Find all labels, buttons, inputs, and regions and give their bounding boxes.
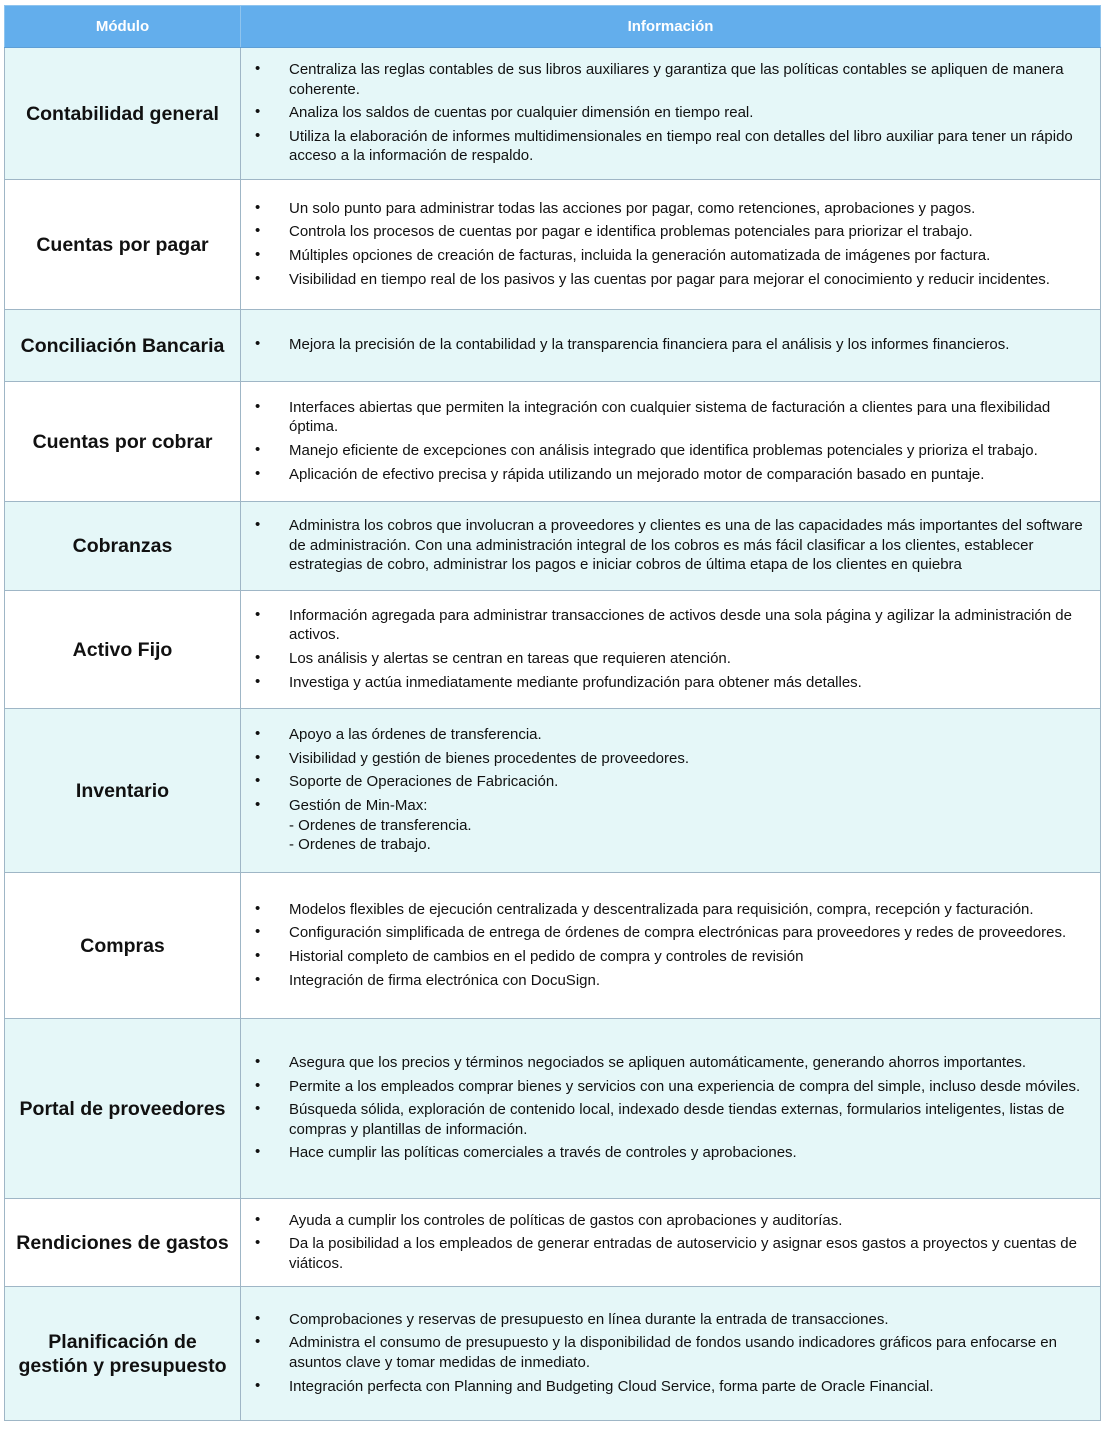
bullet-icon: •	[255, 923, 261, 941]
table-row	[5, 591, 1101, 709]
module-name: Rendiciones de gastos	[5, 1199, 241, 1287]
list-item-text: Gestión de Min-Max: - Ordenes de transferencia. - Ordenes de trabajo.	[289, 797, 472, 854]
list-item	[241, 127, 1092, 166]
module-info	[241, 310, 1101, 382]
list-item	[241, 270, 1092, 290]
list-item	[241, 335, 1092, 355]
table-row	[5, 180, 1101, 310]
list-item	[241, 516, 1092, 575]
list-item-text: Visibilidad y gestión de bienes procedentes de proveedores.	[289, 749, 689, 767]
bullet-icon: •	[255, 605, 261, 623]
list-item	[241, 103, 1092, 123]
list-item	[241, 725, 1092, 745]
list-item	[241, 222, 1092, 242]
bullet-list	[241, 326, 1100, 365]
table-row	[5, 502, 1101, 591]
list-item-text: Soporte de Operaciones de Fabricación.	[289, 773, 559, 791]
list-item	[241, 606, 1092, 645]
list-item-text: Hace cumplir las políticas comerciales a través de controles y aprobaciones.	[289, 1144, 797, 1162]
bullet-icon: •	[255, 103, 261, 121]
table-row	[5, 709, 1101, 873]
bullet-icon: •	[255, 947, 261, 964]
list-item	[241, 1234, 1092, 1273]
bullet-icon: •	[255, 1309, 261, 1327]
column-header-info: Información	[241, 6, 1101, 48]
bullet-list	[241, 389, 1100, 494]
list-item	[241, 649, 1092, 669]
list-item-text: Visibilidad en tiempo real de los pasivos y las cuentas por pagar para mejorar el conocimiento y reducir incidentes.	[289, 270, 1050, 288]
list-item	[241, 199, 1092, 219]
bullet-icon: •	[255, 772, 261, 790]
list-item-text: Ayuda a cumplir los controles de políticas de gastos con aprobaciones y auditorías.	[289, 1211, 843, 1229]
list-item	[241, 246, 1092, 266]
bullet-list	[241, 190, 1100, 299]
bullet-icon: •	[255, 725, 261, 743]
list-item	[241, 1077, 1092, 1097]
modules-table	[4, 5, 1101, 1421]
bullet-icon: •	[255, 198, 261, 216]
module-info	[241, 382, 1101, 502]
bullet-icon: •	[255, 335, 261, 353]
bullet-icon: •	[255, 126, 261, 144]
module-info	[241, 180, 1101, 310]
module-name: Cuentas por cobrar	[5, 382, 241, 502]
list-item-text: Utiliza la elaboración de informes multidimensionales en tiempo real con detalles del libro auxiliar para tener un rápido acceso a la información de respaldo.	[289, 127, 1073, 165]
bullet-icon: •	[255, 246, 261, 263]
bullet-icon: •	[255, 516, 261, 534]
bullet-icon: •	[255, 1333, 261, 1351]
list-item	[241, 923, 1092, 943]
list-item-text: Centraliza las reglas contables de sus libros auxiliares y garantiza que las políticas contables se apliquen de manera coherente.	[289, 61, 1064, 98]
bullet-icon: •	[255, 222, 261, 240]
bullet-list	[241, 1202, 1100, 1284]
list-item-text: Administra el consumo de presupuesto y la disponibilidad de fondos usando indicadores gráficos para enfocarse en asuntos clave y tomar medidas de inmediato.	[289, 1334, 1057, 1371]
list-item-text: Asegura que los precios y términos negociados se apliquen automáticamente, generando ahorros importantes.	[289, 1054, 1027, 1072]
table-row	[5, 382, 1101, 502]
bullet-icon: •	[255, 1100, 261, 1118]
bullet-icon: •	[255, 672, 261, 690]
bullet-list	[241, 51, 1100, 176]
module-name: Cobranzas	[5, 502, 241, 591]
bullet-icon: •	[255, 60, 261, 78]
list-item-text: Apoyo a las órdenes de transferencia.	[289, 726, 542, 744]
module-info	[241, 591, 1101, 709]
module-name: Contabilidad general	[5, 48, 241, 180]
list-item-text: Un solo punto para administrar todas las acciones por pagar, como retenciones, aprobaciones y pagos.	[289, 199, 976, 217]
list-item-text: Integración perfecta con Planning and Budgeting Cloud Service, forma parte de Oracle Financial.	[289, 1377, 934, 1395]
list-item	[241, 971, 1092, 991]
list-item-text: Configuración simplificada de entrega de órdenes de compra electrónicas para proveedores y redes de proveedores.	[289, 924, 1067, 942]
list-item-text: Interfaces abiertas que permiten la integración con cualquier sistema de facturación a clientes para una flexibilidad óptima.	[289, 398, 1051, 436]
list-item	[241, 1333, 1092, 1372]
module-info	[241, 1019, 1101, 1199]
list-item	[241, 1310, 1092, 1330]
bullet-list	[241, 891, 1100, 1000]
list-item-text: Mejora la precisión de la contabilidad y la transparencia financiera para el análisis y los informes financieros.	[289, 336, 1010, 354]
module-name: Cuentas por pagar	[5, 180, 241, 310]
bullet-list	[241, 1044, 1100, 1173]
table-row	[5, 310, 1101, 382]
list-item	[241, 465, 1092, 485]
list-item-text: Múltiples opciones de creación de facturas, incluida la generación automatizada de imágenes por factura.	[289, 247, 991, 264]
list-item	[241, 796, 1092, 855]
list-item-text: Modelos flexibles de ejecución centralizada y descentralizada para requisición, compra, recepción y facturación.	[289, 900, 1034, 918]
bullet-icon: •	[255, 464, 261, 482]
list-item-text: Información agregada para administrar transacciones de activos desde una sola página y agilizar la administración de activos.	[289, 606, 1072, 644]
list-item-text: Controla los procesos de cuentas por pagar e identifica problemas potenciales para priorizar el trabajo.	[289, 223, 973, 241]
list-item	[241, 900, 1092, 920]
bullet-icon: •	[255, 1376, 261, 1394]
list-item	[241, 441, 1092, 461]
list-item	[241, 398, 1092, 437]
column-header-module: Módulo	[5, 6, 241, 48]
list-item-text: Los análisis y alertas se centran en tareas que requieren atención.	[289, 650, 731, 667]
bullet-icon: •	[255, 1234, 261, 1252]
list-item-text: Búsqueda sólida, exploración de contenido local, indexado desde tiendas externas, formularios inteligentes, listas de compras y plantillas de información.	[289, 1101, 1065, 1138]
table-body	[5, 48, 1101, 1421]
list-item-text: Analiza los saldos de cuentas por cualquier dimensión en tiempo real.	[289, 104, 754, 122]
module-name: Inventario	[5, 709, 241, 873]
list-item	[241, 1211, 1092, 1231]
list-item	[241, 1100, 1092, 1139]
bullet-icon: •	[255, 796, 261, 813]
list-item-text: Manejo eficiente de excepciones con análisis integrado que identifica problemas potenciales y prioriza el trabajo.	[289, 442, 1038, 459]
list-item	[241, 1143, 1092, 1163]
bullet-list	[241, 716, 1100, 865]
module-name: Planificación de gestión y presupuesto	[5, 1287, 241, 1421]
table-row	[5, 48, 1101, 180]
module-info	[241, 709, 1101, 873]
list-item	[241, 1053, 1092, 1073]
module-name: Activo Fijo	[5, 591, 241, 709]
module-info	[241, 1287, 1101, 1421]
table-header-row	[5, 6, 1101, 48]
bullet-icon: •	[255, 441, 261, 458]
document-page	[4, 5, 1100, 1421]
bullet-list	[241, 597, 1100, 702]
list-item-text: Comprobaciones y reservas de presupuesto en línea durante la entrada de transacciones.	[289, 1310, 889, 1328]
bullet-icon: •	[255, 1210, 261, 1228]
module-info	[241, 873, 1101, 1019]
module-info	[241, 1199, 1101, 1287]
module-name: Portal de proveedores	[5, 1019, 241, 1199]
list-item	[241, 673, 1092, 693]
table-row	[5, 1199, 1101, 1287]
table-row	[5, 873, 1101, 1019]
list-item	[241, 947, 1092, 967]
list-item-text: Aplicación de efectivo precisa y rápida utilizando un mejorado motor de comparación basado en puntaje.	[289, 465, 985, 483]
module-info	[241, 48, 1101, 180]
bullet-list	[241, 507, 1100, 585]
module-name: Conciliación Bancaria	[5, 310, 241, 382]
table-row	[5, 1287, 1101, 1421]
bullet-icon: •	[255, 397, 261, 415]
list-item	[241, 1377, 1092, 1397]
bullet-icon: •	[255, 1076, 261, 1094]
list-item	[241, 772, 1092, 792]
list-item	[241, 749, 1092, 769]
list-item-text: Historial completo de cambios en el pedido de compra y controles de revisión	[289, 948, 804, 965]
table-row	[5, 1019, 1101, 1199]
module-name: Compras	[5, 873, 241, 1019]
list-item-text: Permite a los empleados comprar bienes y servicios con una experiencia de compra del simple, incluso desde móviles.	[289, 1077, 1081, 1095]
bullet-list	[241, 1301, 1100, 1406]
bullet-icon: •	[255, 748, 261, 766]
bullet-icon: •	[255, 1143, 261, 1161]
list-item-text: Investiga y actúa inmediatamente mediante profundización para obtener más detalles.	[289, 673, 862, 691]
module-info	[241, 502, 1101, 591]
bullet-icon: •	[255, 970, 261, 988]
list-item-text: Administra los cobros que involucran a proveedores y clientes es una de las capacidades más importantes del software de administración. Con una administración integral de los cobros es más fácil clasificar a los clientes, establecer estrategias de cobro, administrar los pagos e iniciar cobros de última etapa de los clientes en quiebra	[289, 517, 1083, 574]
bullet-icon: •	[255, 269, 261, 287]
list-item-text: Da la posibilidad a los empleados de generar entradas de autoservicio y asignar esos gastos a proyectos y cuentas de viáticos.	[289, 1235, 1077, 1272]
list-item-text: Integración de firma electrónica con DocuSign.	[289, 971, 601, 989]
bullet-icon: •	[255, 1053, 261, 1071]
bullet-icon: •	[255, 649, 261, 666]
bullet-icon: •	[255, 899, 261, 917]
list-item	[241, 60, 1092, 99]
